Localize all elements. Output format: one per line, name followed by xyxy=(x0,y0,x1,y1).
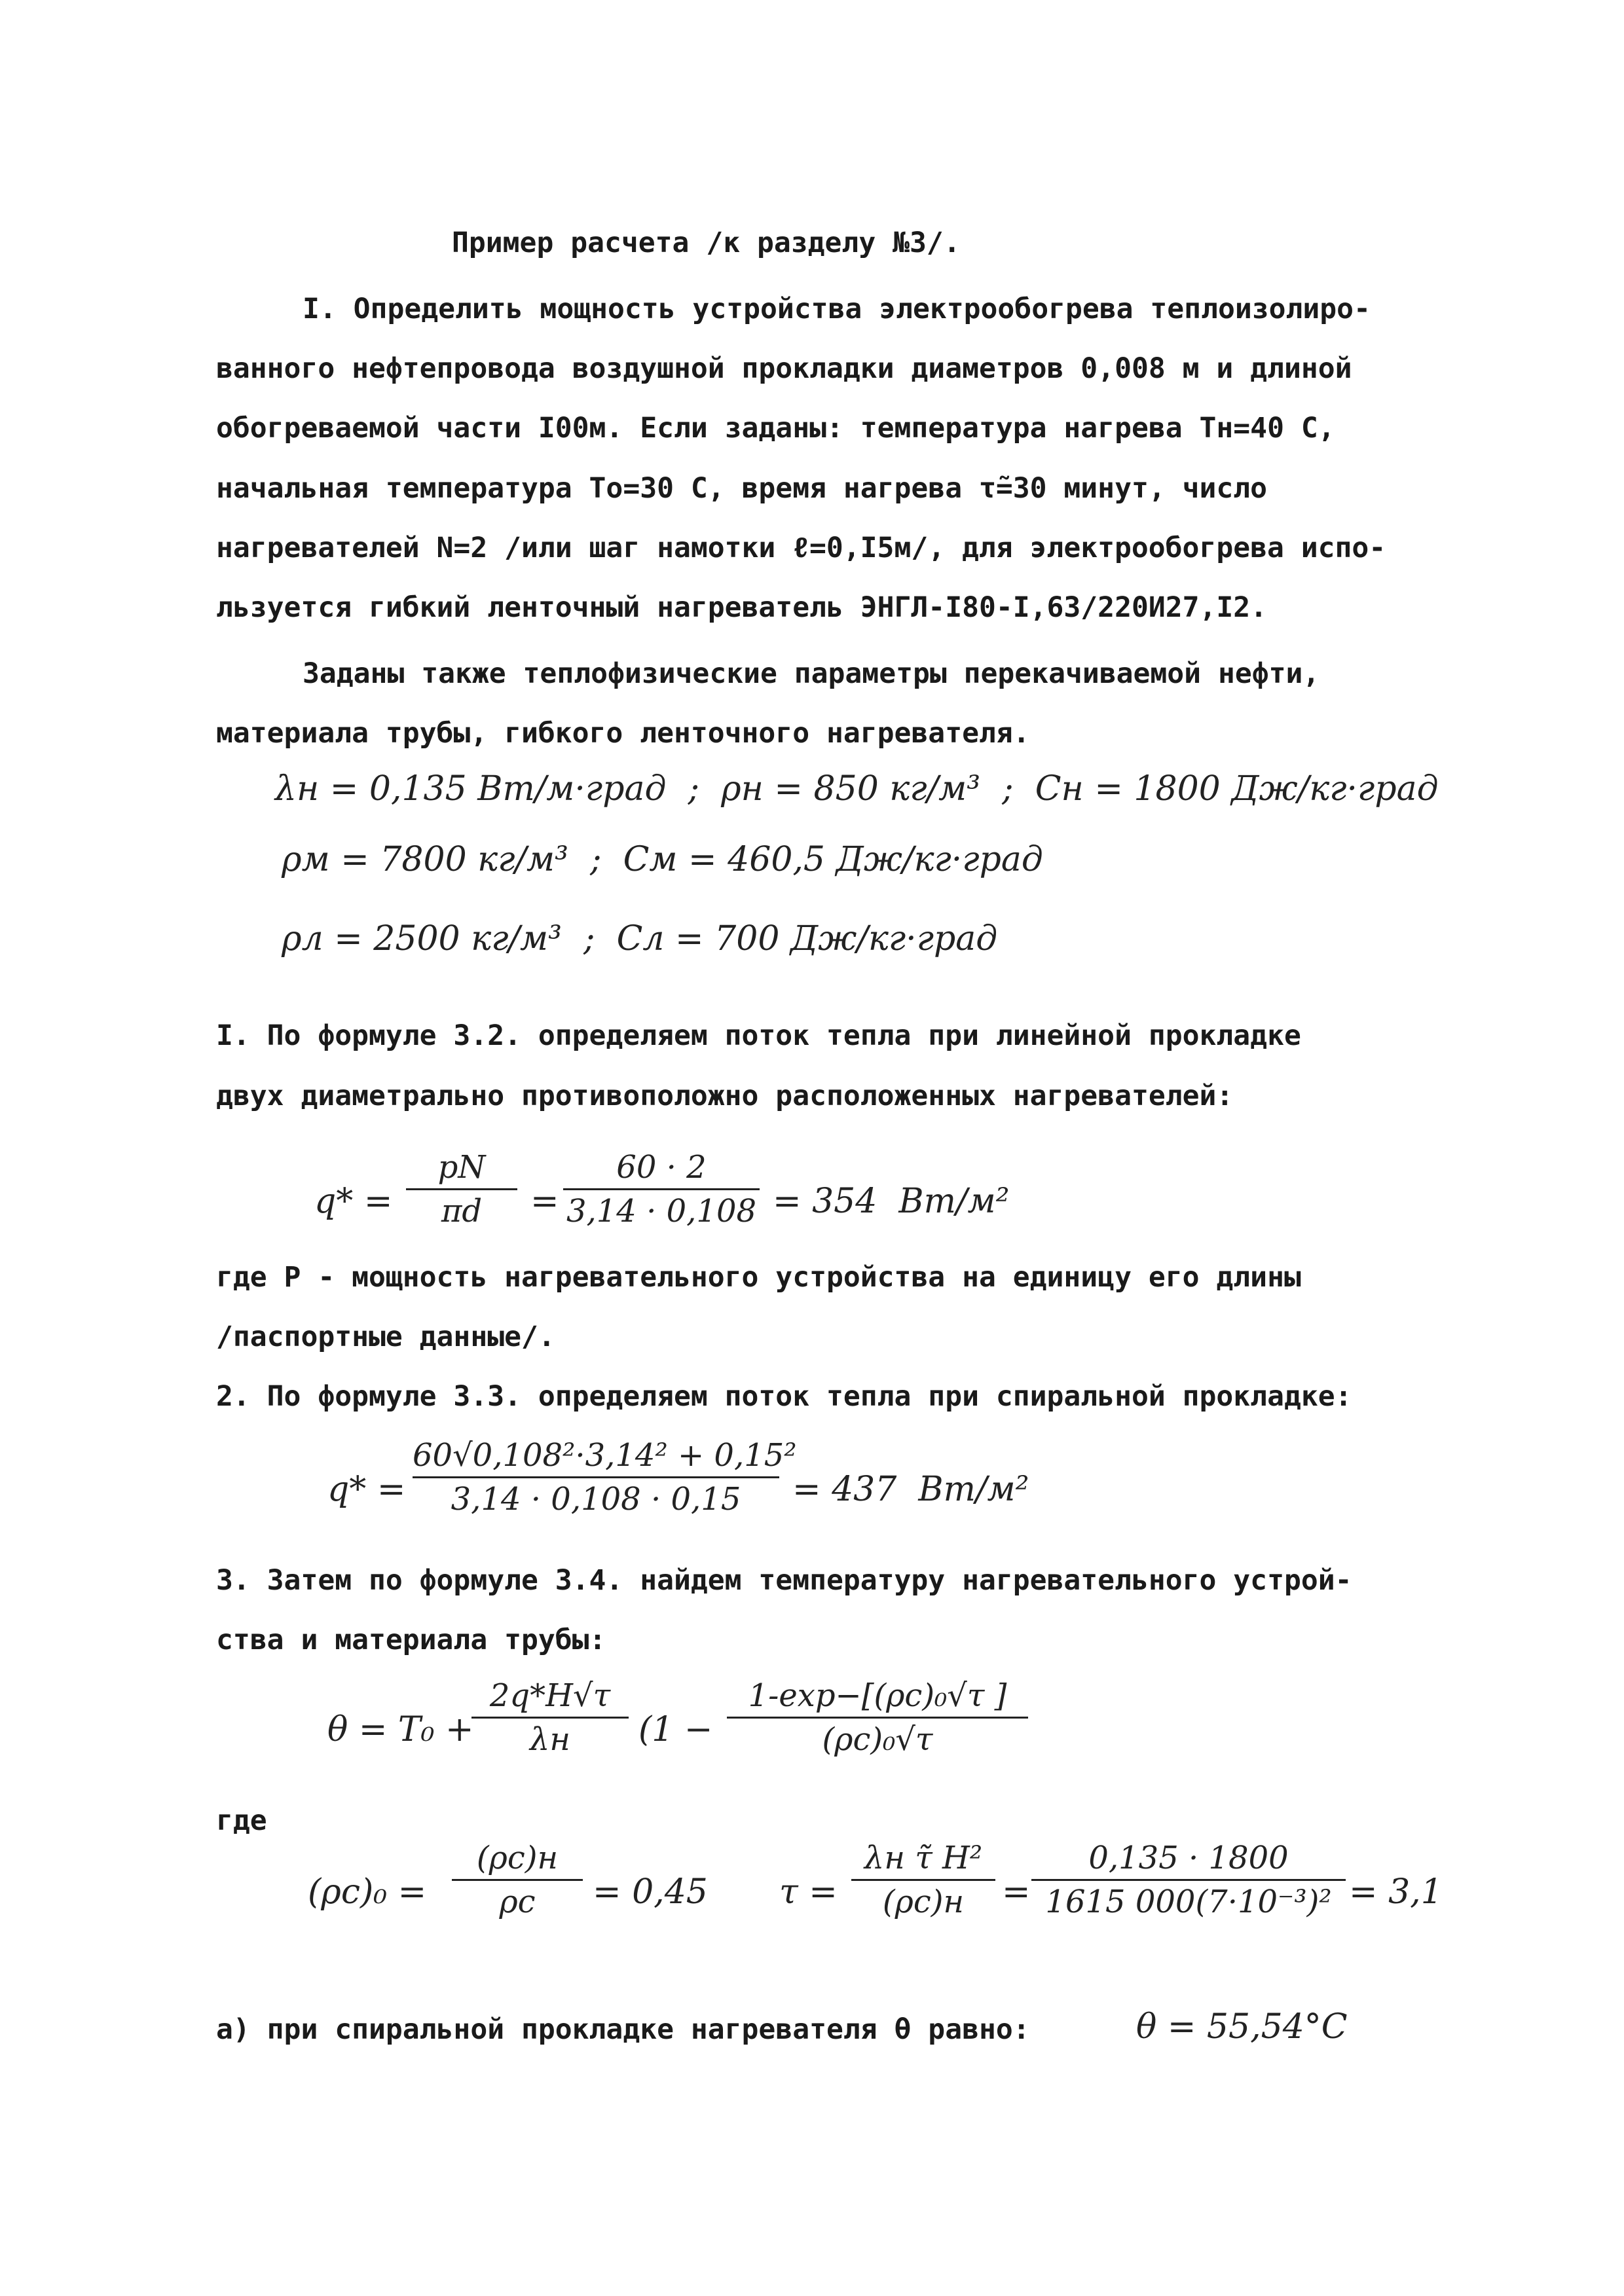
params-intro-line: Заданы также теплофизические параметры перекачиваемой нефти, xyxy=(303,657,1320,690)
fraction-bar xyxy=(1031,1879,1346,1881)
formula-lhs: (ρc)₀ = xyxy=(308,1872,427,1912)
fraction-tau xyxy=(851,1840,995,1920)
fraction-numerator: 2q*H√τ xyxy=(489,1677,611,1714)
fraction-theta-main xyxy=(471,1677,629,1758)
handwritten-param-line: λн = 0,135 Вт/м·град ; ρн = 850 кг/м³ ; Сн = 1800 Дж/кг·град xyxy=(275,769,1439,809)
fraction-bar xyxy=(563,1188,760,1190)
fraction-numerator: pN xyxy=(437,1149,486,1186)
step-1-note-line: /паспортные данные/. xyxy=(216,1321,555,1353)
formula-bracket: (1 − xyxy=(638,1710,713,1749)
fraction-denominator: 1615 000(7·10⁻³)² xyxy=(1045,1884,1332,1920)
fraction-denominator: πd xyxy=(441,1193,483,1230)
formula-result: = 437 Вт/м² xyxy=(792,1470,1029,1509)
problem-line: обогреваемой части I00м. Если заданы: температура нагрева Тн=40 С, xyxy=(216,412,1335,445)
step-1-line: I. По формуле 3.2. определяем поток тепла при линейной прокладке xyxy=(216,1019,1301,1052)
formula-equals: = xyxy=(530,1182,559,1221)
formula-equals: = xyxy=(1002,1872,1031,1912)
fraction-denominator: (ρc)₀√τ xyxy=(822,1721,933,1758)
fraction-spiral xyxy=(413,1437,797,1518)
step-1-note-line: где Р - мощность нагревательного устройства на единицу его длины xyxy=(216,1261,1301,1294)
handwritten-param-line: ρм = 7800 кг/м³ ; См = 460,5 Дж/кг·град xyxy=(282,840,1043,879)
problem-line: начальная температура То=30 С, время нагрева τ̃=30 минут, число xyxy=(216,472,1268,505)
fraction-values xyxy=(563,1149,760,1230)
fraction-pn-pid xyxy=(406,1149,517,1230)
fraction-bar xyxy=(413,1476,779,1478)
fraction-numerator: (ρc)н xyxy=(476,1840,559,1876)
step-1-line: двух диаметрально противоположно расположенных нагревателей: xyxy=(216,1080,1234,1112)
formula-lhs: q* = xyxy=(314,1182,393,1221)
formula-lhs: θ = T₀ + xyxy=(327,1710,474,1749)
fraction-exp xyxy=(727,1677,1028,1758)
where-label: где xyxy=(216,1804,267,1837)
params-intro-line: материала трубы, гибкого ленточного нагревателя. xyxy=(216,717,1030,750)
fraction-numerator: 1-exp−[(ρc)₀√τ ] xyxy=(748,1677,1007,1714)
fraction-denominator: 3,14 · 0,108 · 0,15 xyxy=(451,1481,741,1518)
fraction-numerator: 60 · 2 xyxy=(616,1149,707,1186)
problem-line: I. Определить мощность устройства электрообогрева теплоизолиро- xyxy=(303,293,1371,325)
problem-line: ванного нефтепровода воздушной прокладки диаметров 0,008 м и длиной xyxy=(216,352,1352,385)
fraction-bar xyxy=(406,1188,517,1190)
result-a-value: θ = 55,54°C xyxy=(1136,2007,1348,2047)
formula-result: = 0,45 xyxy=(593,1872,708,1912)
fraction-numerator: 60√0,108²·3,14² + 0,15² xyxy=(413,1437,797,1474)
fraction-bar xyxy=(471,1717,629,1719)
fraction-denominator: ρc xyxy=(499,1884,536,1920)
step-3-line: ства и материала трубы: xyxy=(216,1624,606,1656)
problem-line: льзуется гибкий ленточный нагреватель ЭНГЛ-I80-I,63/220И27,I2. xyxy=(216,591,1268,624)
fraction-denominator: (ρc)н xyxy=(882,1884,965,1920)
formula-result: = 3,1 xyxy=(1349,1872,1443,1912)
fraction-numerator: λн τ̃ H² xyxy=(864,1840,983,1876)
result-a-text: а) при спиральной прокладке нагревателя θ равно: xyxy=(216,2013,1030,2046)
fraction-bar xyxy=(452,1879,583,1881)
fraction-denominator: 3,14 · 0,108 xyxy=(566,1193,757,1230)
step-2-line: 2. По формуле 3.3. определяем поток тепла при спиральной прокладке: xyxy=(216,1380,1352,1413)
page-title: Пример расчета /к разделу №3/. xyxy=(452,227,961,259)
handwritten-param-line: ρл = 2500 кг/м³ ; Сл = 700 Дж/кг·град xyxy=(282,919,998,958)
fraction-bar xyxy=(851,1879,995,1881)
problem-line: нагревателей N=2 /или шаг намотки ℓ=0,I5м/, для электрообогрева испо- xyxy=(216,532,1386,564)
formula-result: = 354 Вт/м² xyxy=(773,1182,1010,1221)
step-3-line: 3. Затем по формуле 3.4. найдем температуру нагревательного устрой- xyxy=(216,1564,1352,1597)
formula-lhs: q* = xyxy=(327,1470,406,1509)
fraction-denominator: λн xyxy=(529,1721,571,1758)
formula-lhs: τ = xyxy=(779,1872,838,1912)
fraction-numerator: 0,135 · 1800 xyxy=(1088,1840,1289,1876)
fraction-bar xyxy=(727,1717,1028,1719)
fraction-tau-values xyxy=(1031,1840,1346,1920)
fraction-rho-c xyxy=(452,1840,583,1920)
